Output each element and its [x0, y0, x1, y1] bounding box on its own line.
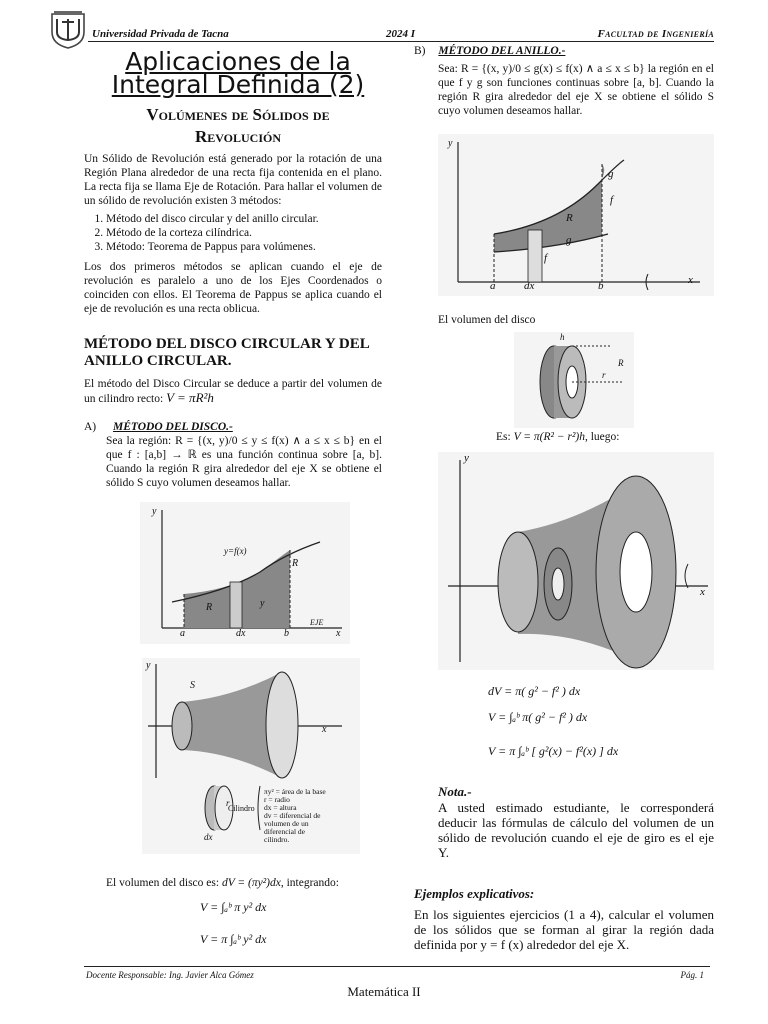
fig1-r-label: R — [292, 558, 299, 569]
methods-note: Los dos primeros métodos se aplican cuando el eje de revolución es paralelo a uno de los Ejes Coordenados o coinciden con ellos. El Teorema de Pappus se aplica cuando el eje de revolución es una recta oblicua. — [84, 261, 382, 315]
fig3-f-label: f — [610, 194, 614, 206]
fig2-y-axis-label: y — [146, 660, 151, 671]
fig2-solid-label: S — [190, 680, 195, 691]
fig5-x-axis-label: x — [700, 586, 705, 598]
fig4-height-label: h — [560, 332, 565, 342]
fig3-region-label: R — [566, 212, 573, 224]
university-logo — [46, 10, 90, 50]
fig2-cylinder-label: Cilindro — [228, 804, 255, 813]
method-item: 1. Método del disco circular y del anillo circular. — [106, 212, 382, 226]
fig2-legend-item: πy² = área de la base — [264, 787, 326, 796]
fig1-b-label: b — [284, 628, 289, 639]
method-a-title: MÉTODO DEL DISCO.- — [113, 421, 233, 433]
fig3-y-axis-label: y — [448, 138, 453, 149]
fig1-region-label: R — [206, 602, 213, 613]
ring-solid-figure — [438, 452, 714, 670]
method-a — [84, 420, 382, 434]
disk-integral-1: V = ∫ₐᵇ π y² dx — [200, 900, 267, 914]
fig2-legend-item: r = radio — [264, 795, 290, 804]
fig1-y-axis-label: y — [152, 506, 157, 517]
cylinder-formula: V = πR²h — [166, 390, 214, 405]
fig1-axis-note: EJE — [310, 618, 324, 627]
section-heading-disk: MÉTODO DEL DISCO CIRCULAR Y DEL ANILLO CIRCULAR. — [84, 336, 369, 369]
faculty-name: Facultad de Ingeniería — [597, 28, 714, 40]
header-rule — [88, 41, 714, 42]
disk-volume-tail: , integrando: — [280, 877, 339, 889]
fig2-legend — [264, 788, 326, 844]
disk-integral-2: V = π ∫ₐᵇ y² dx — [200, 932, 267, 946]
method-b-text: Sea: R = {(x, y)/0 ≤ g(x) ≤ f(x) ∧ a ≤ x ≤ b} la región en el que f y g son funciones continuas sobre [a, b]. Cuando la región R gira alrededor del eje X se obtiene el sólido S cuyo volumen deseamos hallar. — [438, 63, 714, 117]
fig1-height-label: y — [260, 598, 265, 609]
examples-title: Ejemplos explicativos: — [414, 886, 535, 901]
fig1-x-axis-label: x — [336, 628, 341, 639]
washer-formula: V = π(R² − r²)h — [513, 431, 585, 443]
disk-region-figure — [140, 502, 350, 644]
fig5-y-axis-label: y — [464, 452, 469, 464]
subtitle-line-1: Volúmenes de Sólidos de — [146, 105, 330, 124]
washer-tail: , luego: — [584, 431, 620, 443]
fig3-x-axis-label: x — [688, 274, 693, 286]
fig2-x-axis-label: x — [322, 724, 327, 735]
ring-region-figure — [438, 134, 714, 296]
title-line-2: Integral Definida (2) — [111, 70, 365, 99]
fig4-outer-radius-label: R — [618, 358, 624, 368]
fig1-a-label: a — [180, 628, 185, 639]
examples-text: En los siguientes ejercicios (1 a 4), calcular el volumen de los sólidos que se forman al girar la región dada definida por y = f (x) alrededor del eje X. — [414, 907, 714, 952]
fig3-dx-label: dx — [524, 280, 535, 292]
fig1-fx-label: y=f(x) — [224, 546, 247, 556]
fig2-radius-label: r — [226, 798, 230, 808]
page-title — [84, 47, 392, 99]
disk-solid-figure — [142, 658, 360, 854]
ring-formula-dv: dV = π( g² − f² ) dx — [488, 684, 581, 698]
footer-rule — [84, 966, 710, 967]
disk-volume-caption: El volumen del disco — [438, 314, 536, 326]
fig2-legend-item: diferencial de — [264, 827, 306, 836]
method-item: 3. Método: Teorema de Pappus para volúmenes. — [106, 240, 382, 254]
fig2-legend-item: dx = altura — [264, 803, 297, 812]
washer-figure — [514, 332, 634, 428]
method-b-title: MÉTODO DEL ANILLO.- — [438, 45, 566, 57]
fig2-legend-item: cilindro. — [264, 835, 290, 844]
intro-paragraph: Un Sólido de Revolución está generado por la rotación de una Región Plana alrededor de una recta fija contenida en el plano. La recta fija se llama Eje de Rotación. Para hallar el volumen de un sólido de revolución existen 3 métodos: — [84, 153, 382, 207]
page-subtitle — [84, 104, 392, 148]
fig4-inner-radius-label: r — [602, 370, 606, 380]
fig3-g-inner-label: g — [566, 234, 572, 246]
washer-es-text: Es: — [496, 431, 511, 443]
fig3-f-inner-label: f — [544, 252, 548, 264]
washer-volume-line — [496, 430, 716, 444]
footer-course: Matemática II — [347, 984, 421, 999]
subtitle-line-2: Revolución — [194, 127, 282, 146]
footer-page: Pág. 1 — [680, 970, 704, 980]
method-b — [414, 44, 714, 58]
university-name: Universidad Privada de Tacna — [92, 28, 229, 40]
fig2-legend-item: volumen de un — [264, 819, 309, 828]
disk-intro — [84, 377, 382, 406]
fig3-b-label: b — [598, 280, 604, 292]
disk-volume-line — [106, 876, 382, 890]
fig2-dx-label: dx — [204, 832, 213, 842]
method-a-text: Sea la región: R = {(x, y)/0 ≤ y ≤ f(x) ∧ a ≤ x ≤ b} en el que f : [a,b] → ℝ es una función continua sobre [a, b]. Cuando la región R gira alrededor del eje X se obtiene el sólido S cuyo volumen deseamos hallar. — [106, 435, 382, 489]
methods-list — [84, 212, 382, 254]
term: 2024 I — [386, 28, 416, 40]
footer-docente: Docente Responsable: Ing. Javier Alca Gómez — [86, 970, 254, 980]
disk-intro-text: El método del Disco Circular se deduce a partir del volumen de un cilindro recto: — [84, 378, 382, 405]
ring-formula-v2: V = π ∫ₐᵇ [ g²(x) − f²(x) ] dx — [488, 744, 619, 758]
fig3-a-label: a — [490, 280, 496, 292]
title-line-1: Aplicaciones de la — [125, 47, 351, 76]
note-title: Nota.- — [438, 784, 472, 799]
disk-volume-formula: dV = (πy²)dx — [221, 877, 281, 889]
method-b-label: B) — [414, 45, 426, 57]
fig3-g-label: g — [608, 168, 614, 180]
fig2-legend-item: dv = diferencial de — [264, 811, 321, 820]
fig1-dx-label: dx — [236, 628, 246, 639]
method-a-label: A) — [84, 421, 97, 433]
disk-volume-text: El volumen del disco es: — [106, 877, 220, 889]
method-item: 2. Método de la corteza cilíndrica. — [106, 226, 382, 240]
note-text: A usted estimado estudiante, le corresponderá deducir las fórmulas de cálculo del volumen de un sólido de revolución cuando el eje de giro es el eje Y. — [438, 800, 714, 860]
ring-formula-v1: V = ∫ₐᵇ π( g² − f² ) dx — [488, 710, 588, 724]
page-header — [86, 22, 714, 42]
